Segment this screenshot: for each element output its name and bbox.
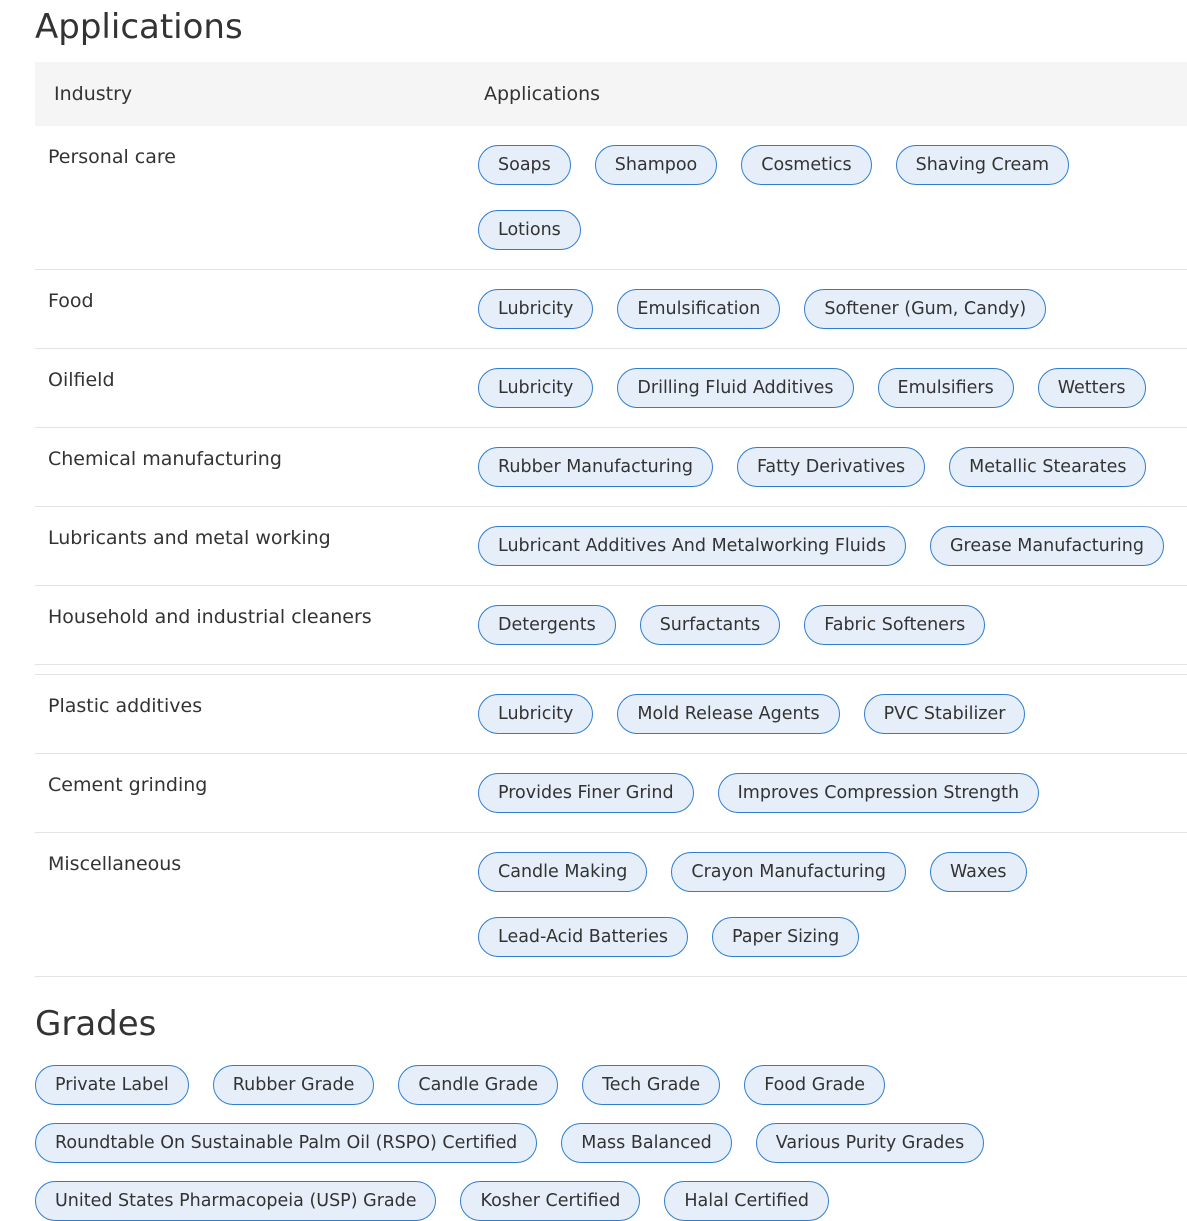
grade-chips: [35, 1065, 1035, 1221]
application-chips: [478, 126, 1187, 269]
table-divider: [35, 665, 1187, 675]
table-row: [35, 754, 1187, 833]
chip-fabric-softeners[interactable]: Fabric Softeners: [804, 605, 985, 645]
chip-shaving-cream[interactable]: Shaving Cream: [896, 145, 1069, 185]
grade-usp-grade[interactable]: United States Pharmacopeia (USP) Grade: [35, 1181, 436, 1221]
chip-lead-acid-batteries[interactable]: Lead-Acid Batteries: [478, 917, 688, 957]
application-chips: [478, 270, 1187, 348]
table-header: [35, 62, 1187, 126]
chip-drilling-fluid-additives[interactable]: Drilling Fluid Additives: [617, 368, 853, 408]
industry-personal-care: Personal care: [48, 146, 176, 168]
table-row: [35, 428, 1187, 507]
table-row: [35, 586, 1187, 665]
table-row: [35, 833, 1187, 977]
page-container: [35, 0, 1187, 1221]
grade-food-grade[interactable]: Food Grade: [744, 1065, 885, 1105]
applications-table: [35, 62, 1187, 977]
application-chips: [478, 833, 1187, 976]
chip-emulsifiers[interactable]: Emulsifiers: [878, 368, 1014, 408]
chip-waxes[interactable]: Waxes: [930, 852, 1027, 892]
application-chips: [478, 586, 1187, 664]
chip-soaps[interactable]: Soaps: [478, 145, 571, 185]
industry-household-cleaners: Household and industrial cleaners: [48, 606, 372, 628]
table-row: [35, 349, 1187, 428]
industry-chemical-manufacturing: Chemical manufacturing: [48, 448, 282, 470]
table-row: [35, 507, 1187, 586]
chip-pvc-stabilizer[interactable]: PVC Stabilizer: [864, 694, 1026, 734]
chip-lubricity[interactable]: Lubricity: [478, 289, 593, 329]
grade-private-label[interactable]: Private Label: [35, 1065, 189, 1105]
industry-lubricants-metal-working: Lubricants and metal working: [48, 527, 331, 549]
chip-mold-release-agents[interactable]: Mold Release Agents: [617, 694, 839, 734]
chip-detergents[interactable]: Detergents: [478, 605, 616, 645]
chip-candle-making[interactable]: Candle Making: [478, 852, 647, 892]
grade-rubber-grade[interactable]: Rubber Grade: [213, 1065, 375, 1105]
chip-softener[interactable]: Softener (Gum, Candy): [804, 289, 1046, 329]
chip-lubricity[interactable]: Lubricity: [478, 368, 593, 408]
chip-paper-sizing[interactable]: Paper Sizing: [712, 917, 859, 957]
application-chips: [478, 754, 1187, 832]
chip-lubricity[interactable]: Lubricity: [478, 694, 593, 734]
chip-surfactants[interactable]: Surfactants: [640, 605, 781, 645]
header-industry: Industry: [54, 83, 133, 105]
chip-fatty-derivatives[interactable]: Fatty Derivatives: [737, 447, 925, 487]
header-applications: Applications: [484, 83, 601, 105]
grade-tech-grade[interactable]: Tech Grade: [582, 1065, 720, 1105]
table-row: [35, 675, 1187, 754]
chip-rubber-manufacturing[interactable]: Rubber Manufacturing: [478, 447, 713, 487]
chip-lotions[interactable]: Lotions: [478, 210, 581, 250]
chip-cosmetics[interactable]: Cosmetics: [741, 145, 871, 185]
chip-finer-grind[interactable]: Provides Finer Grind: [478, 773, 694, 813]
industry-oilfield: Oilfield: [48, 369, 115, 391]
application-chips: [478, 507, 1187, 585]
applications-title: Applications: [35, 7, 243, 47]
grade-kosher-certified[interactable]: Kosher Certified: [460, 1181, 640, 1221]
chip-grease-manufacturing[interactable]: Grease Manufacturing: [930, 526, 1164, 566]
industry-cement-grinding: Cement grinding: [48, 774, 208, 796]
grades-title: Grades: [35, 1004, 157, 1044]
chip-emulsification[interactable]: Emulsification: [617, 289, 780, 329]
chip-shampoo[interactable]: Shampoo: [595, 145, 718, 185]
application-chips: [478, 675, 1187, 753]
grade-mass-balanced[interactable]: Mass Balanced: [561, 1123, 732, 1163]
chip-wetters[interactable]: Wetters: [1038, 368, 1146, 408]
table-row: [35, 126, 1187, 270]
chip-metallic-stearates[interactable]: Metallic Stearates: [949, 447, 1146, 487]
industry-plastic-additives: Plastic additives: [48, 695, 203, 717]
grade-candle-grade[interactable]: Candle Grade: [398, 1065, 558, 1105]
application-chips: [478, 428, 1187, 506]
grade-rspo-certified[interactable]: Roundtable On Sustainable Palm Oil (RSPO) Certified: [35, 1123, 537, 1163]
grade-various-purity[interactable]: Various Purity Grades: [756, 1123, 985, 1163]
industry-miscellaneous: Miscellaneous: [48, 853, 182, 875]
chip-lubricant-additives[interactable]: Lubricant Additives And Metalworking Fluids: [478, 526, 906, 566]
application-chips: [478, 349, 1187, 427]
industry-food: Food: [48, 290, 94, 312]
grade-halal-certified[interactable]: Halal Certified: [664, 1181, 829, 1221]
chip-crayon-manufacturing[interactable]: Crayon Manufacturing: [671, 852, 906, 892]
table-row: [35, 270, 1187, 349]
chip-compression-strength[interactable]: Improves Compression Strength: [718, 773, 1039, 813]
